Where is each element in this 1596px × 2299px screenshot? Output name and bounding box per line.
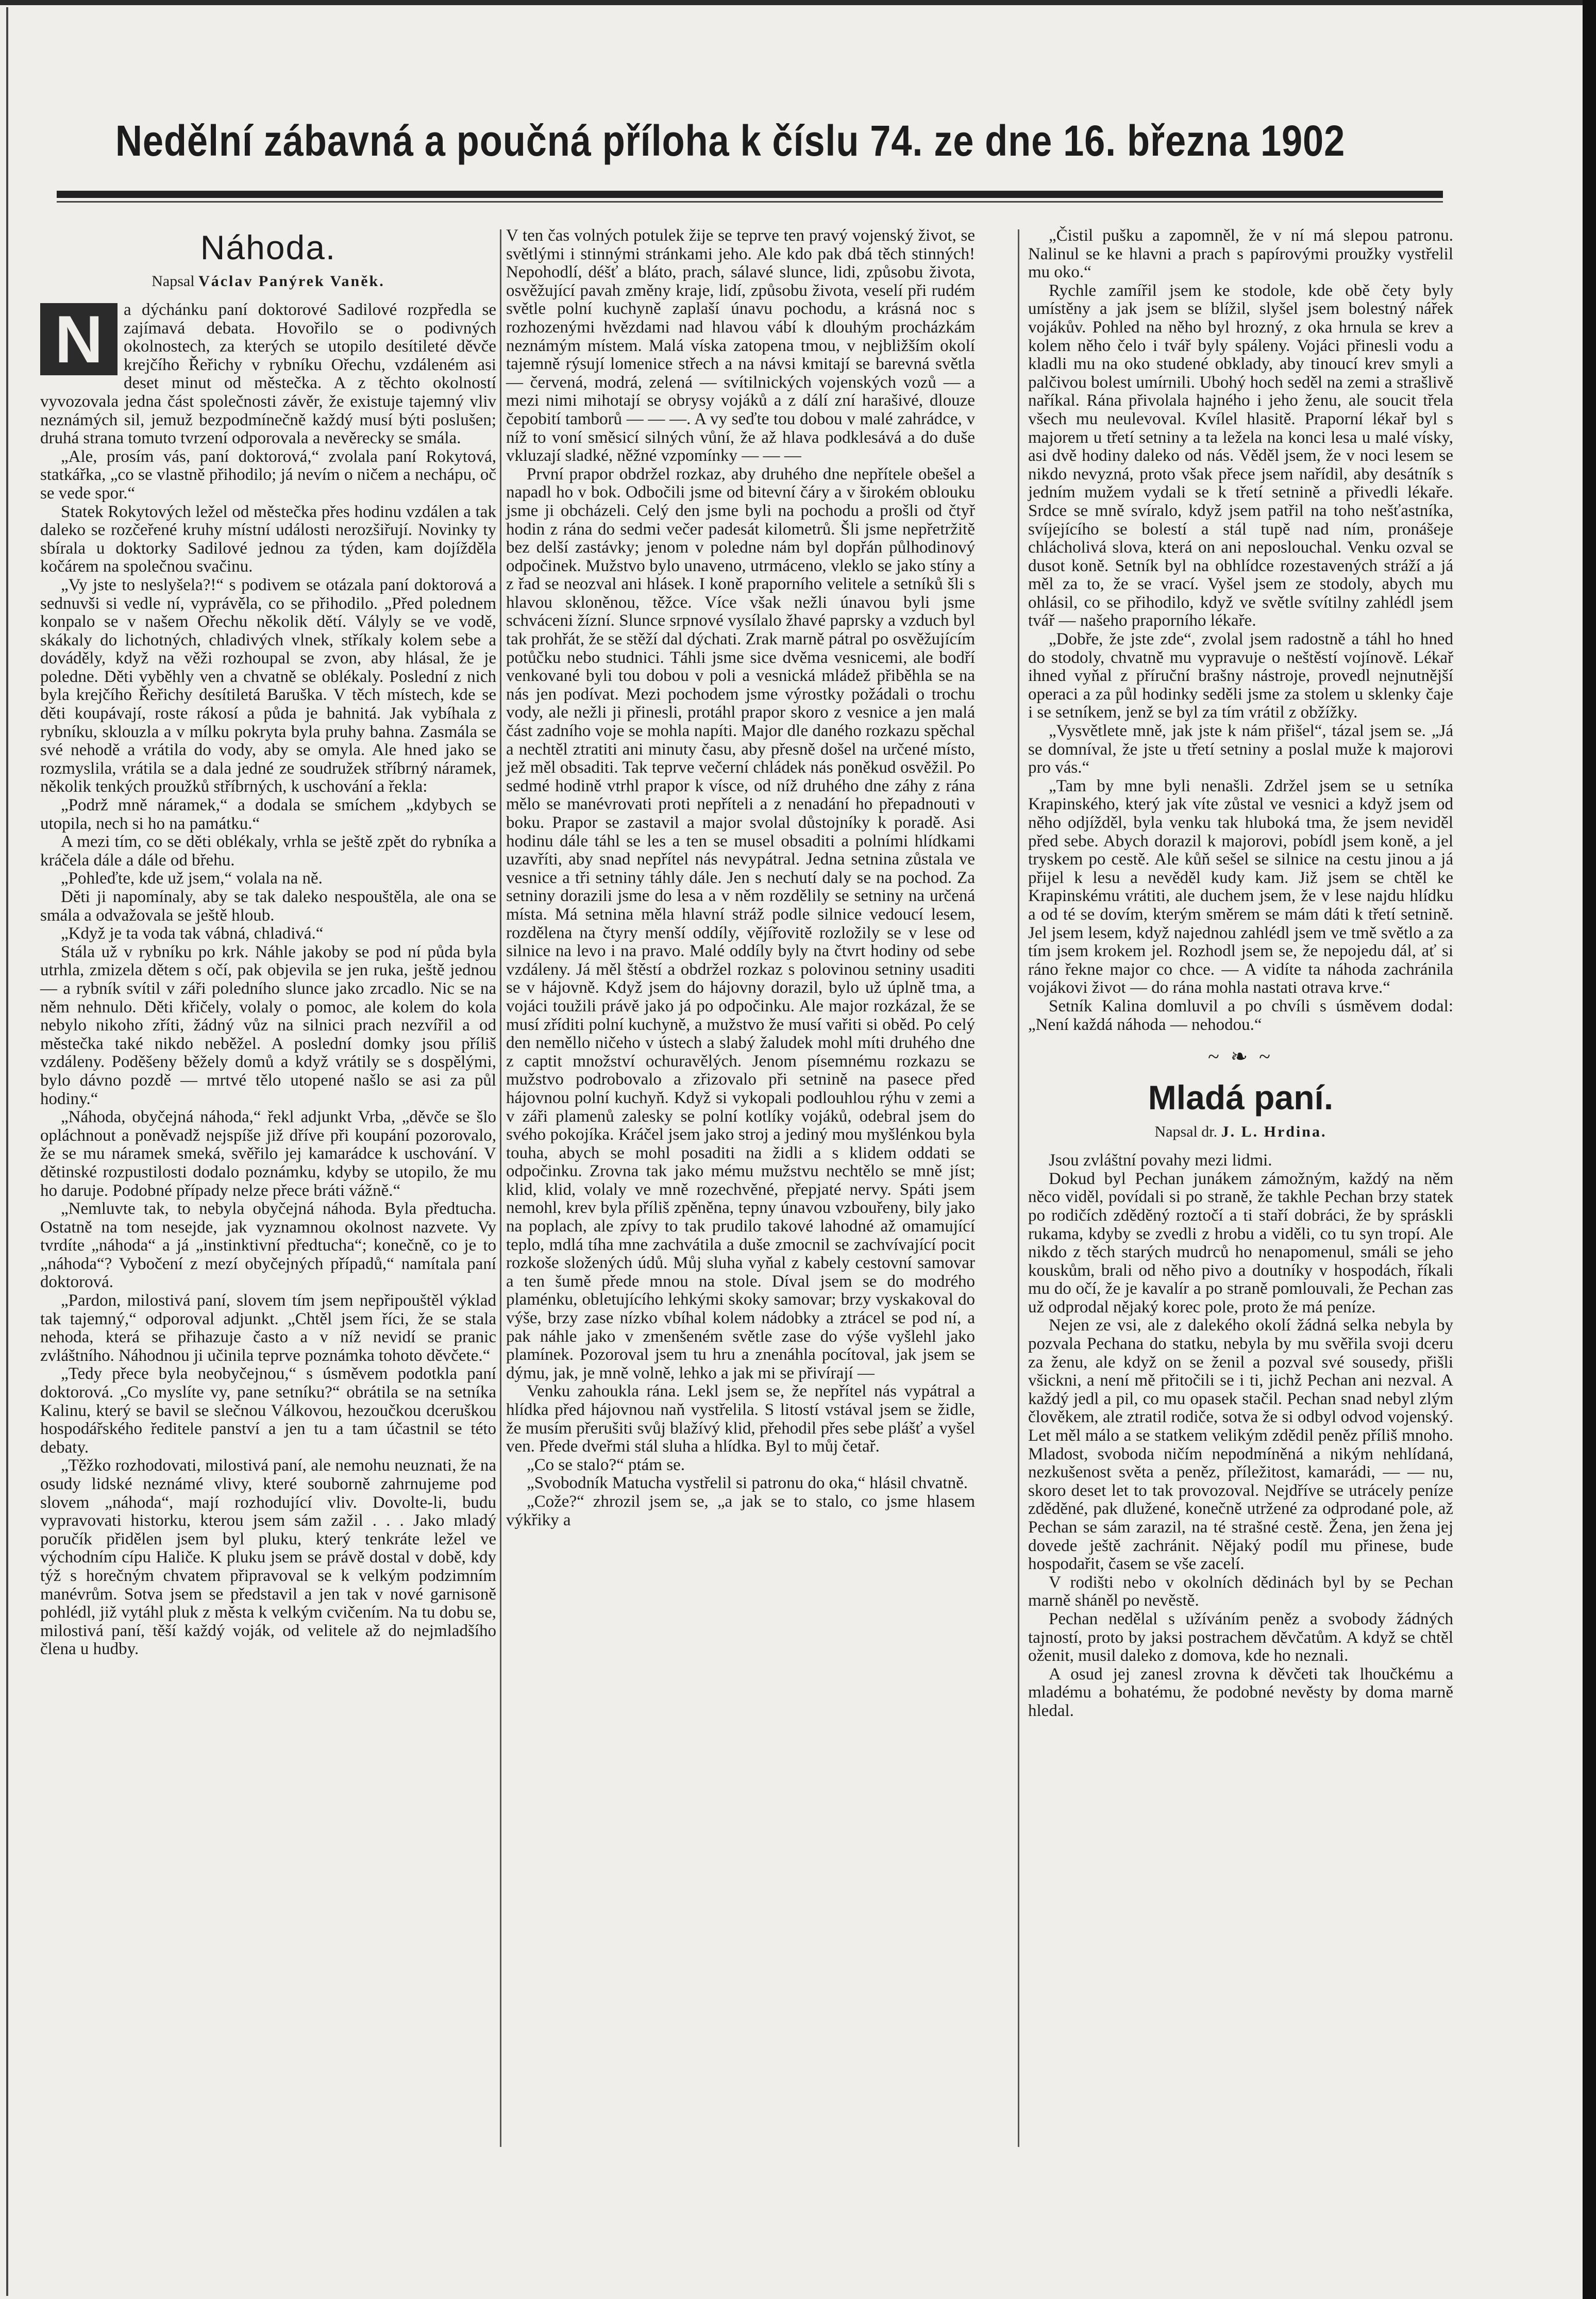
column-rule-1: [500, 229, 501, 2147]
masthead-rule-thin: [57, 201, 1443, 203]
byline-prefix: Napsal dr.: [1154, 1123, 1218, 1141]
article-title-2: Mladá paní.: [1148, 1078, 1334, 1117]
section-ornament: ~ ❧ ~: [1208, 1045, 1273, 1069]
column-rule-2: [1018, 229, 1019, 2147]
paragraph: A osud jej zanesl zrovna k děvčeti tak lhoučkému a mladému a bohatému, že podobné nevěsty by doma marně hledal.: [1028, 1664, 1453, 1720]
paragraph: „Dobře, že jste zde“, zvolal jsem radostně a táhl ho hned do stodoly, chvatně mu vypravuje o neštěstí vojínově. Lékař ihned vyňal z příruční brašny nástroje, provedl nejnutnější operaci a za půl hodinky seděli jsme za stolem u sklenky čaje i se setníkem, jenž se byl za tím vrátil z obžížky.: [1028, 630, 1453, 722]
drop-cap-initial: N: [40, 303, 117, 375]
paragraph: Stála už v rybníku po krk. Náhle jakoby se pod ní půda byla utrhla, zmizela dětem s očí, pak objevila se jen ruka, ještě jednou — a rybník svítil v záři poledního slunce jako zrcadlo. Nic se na něm nehnulo. Děti křičely, volaly o pomoc, ale kolem do kola nebylo nikoho zříti, žádný vůz na silnici prach nezvířil a od městečka také nikdo neběžel. A poslední domky jsou příliš vzdáleny. Poděšeny běžely domů a když vrátily se s dospělými, bylo dávno pozdě — mrtvé tělo utopené našlo se asi za půl hodiny.“: [40, 942, 496, 1108]
paragraph: Jsou zvláštní povahy mezi lidmi.: [1049, 1151, 1272, 1170]
paragraph: Děti ji napomínaly, aby se tak daleko nespouštěla, ale ona se smála a odvažovala se ještě hloub.: [40, 888, 496, 925]
paragraph: „Cože?“ zhrozil jsem se, „a jak se to stalo, co jsme hlasem výkřiky a: [506, 1492, 975, 1529]
paragraph: V rodišti nebo v okolních dědinách byl by se Pechan marně sháněl po nevěstě.: [1028, 1573, 1453, 1610]
paragraph: „Nemluvte tak, to nebyla obyčejná náhoda. Byla předtucha. Ostatně na tom nesejde, jak vyznamnou okolnost nazvete. Vy tvrdíte „náhoda“ a já „instinktivní předtucha“; konečně, co je to „náhoda“? Vybočení z mezí obyčejných případů,“ namítala paní doktorová.: [40, 1200, 496, 1292]
paragraph: „Náhoda, obyčejná náhoda,“ řekl adjunkt Vrba, „děvče se šlo opláchnout a poněvadž nejspíše již dříve při koupání pozorovalo, že se mu náramek smeká, svěřilo jej kamarádce k uschování. V dětinské rozpustilosti dodalo poznámku, kdyby se utopilo, že mu ho daruje. Podobné případy nelze přece bráti vážně.“: [40, 1108, 496, 1200]
paragraph: „Svobodník Matucha vystřelil si patronu do oka,“ hlásil chvatně.: [527, 1474, 968, 1493]
byline-author: J. L. Hrdina.: [1221, 1123, 1327, 1141]
paragraph-first: [40, 301, 496, 448]
paragraph: Rychle zamířil jsem ke stodole, kde obě čety byly umístěny a jak jsem se blížil, slyšel jsem bolestný nářek vojákův. Pohled na něho byl hrozný, z oka hrnula se krev a kolem něho čelo i tvář byly spáleny. Vojáci přinesli vodu a kladli mu na oko studené obklady, aby tinoucí krev smyli a palčivou bolest umírnili. Ubohý hoch seděl na zemi a strašlivě naříkal. Rána přivolala hajného i jeho ženu, ale soucit třela všech mu neulevoval. Kvílel hlasitě. Praporní lékař byl s majorem u třetí setniny a ta ležela na konci lesa u malé vísky, asi dvě hodiny daleko od nás. Věděl jsem, že v noci lesem se nikdo nevyzná, proto však přece jsem nařídil, aby desátník s jedním mužem vydali se k třetí setnině a přivedli lékaře. Srdce se mně svíralo, když jsem patřil na toho nešťastníka, svíjejícího se bolestí a stál tupě nad ním, pronášeje chlácholivá slova, která on ani neposlouchal. Venku ozval se dusot koně. Setník byl na obhlídce rozestavených stráží a já měl za to, že se vrací. Vyšel jsem ze stodoly, abych mu ohlásil, co se přihodilo, když ve světle svítilny zahlédl jsem tvář — našeho praporního lékaře.: [1028, 281, 1453, 630]
paragraph: Dokud byl Pechan junákem zámožným, každý na něm něco viděl, povídali si po straně, že takhle Pechan brzy statek po rodičích zděděný roztočí a ti staří dobráci, že by spráskli rukama, kdyby se zvedli z hrobu a viděli, co tu syn tropí. Ale nikdo z těch starých mudrců ho nenapomenul, smáli se jeho kouskům, brali od něho pivo a doutníky v hospodách, říkali mu do očí, že je kavalír a po straně pomlouvali, že Pechan zas už odprodal nějaký korec pole, proto že má peníze.: [1028, 1169, 1453, 1317]
paragraph: Nejen ze vsi, ale z dalekého okolí žádná selka nebyla by pozvala Pechana do statku, nebyla by mu svěřila svoji dceru za ženu, ale když on se ženil a pozval své sousedy, přišli všickni, a není mě přitočili se i ti, jichž Pechan ani nezval. A každý jedl a pil, co mu opasek stačil. Pechan snad nebyl zlým člověkem, ale ztratil rodiče, sotva že si odbyl odvod vojenský. Let měl málo a se statkem velikým zdědil peněz příliš mnoho. Mladost, svoboda ničím nepodmíněná a nikým nehlídaná, nezkušenost světa a peněz, příležitost, kamarádi, — — nu, skoro deset let to tak provozoval. Nejdříve se utrácely peníze zděděné, pak dlužené, konečně utržené za odprodané pole, až Pechan se sám zarazil, na té strašné cestě. Žena, jen žena jej dovede ještě zachránit. Nějaký podíl mu přinese, bude hospodařit, časem se vše zacelí.: [1028, 1316, 1453, 1574]
paragraph: „Když je ta voda tak vábná, chladivá.“: [61, 924, 324, 943]
paragraph: Statek Rokytových ležel od městečka přes hodinu vzdálen a tak daleko se rozčeřené kruhy místní události nerozšiřují. Novinky ty sbírala u doktorky Sadilové jednou za týden, kam dojížděla kočárem na společnou svačinu.: [40, 502, 496, 576]
page-right-edge: [1583, 0, 1596, 2299]
paragraph: „Tam by mne byli nenašli. Zdržel jsem se u setníka Krapinského, který jak víte zůstal ve vesnici a když jsem od něho odjížděl, byla venku tak hluboká tma, že jsem neviděl před sebe. Abych dorazil k majorovi, pobídl jsem koně, a jel tryskem po cestě. Ale kůň sešel se silnice na cestu jinou a já přijel k lesu a nevěděl kudy kam. Již jsem se chtěl ke Krapinskému vrátiti, ale duchem jsem, že v lese najdu hlídku a od té se dovím, kterým směrem se mám dáti k třetí setnině. Jel jsem lesem, když najednou zahlédl jsem ve tmě světlo a za tím jsem krokem jel. Rozhodl jsem se, že nepojedu dál, ať si ráno řekne major co chce. — A vidíte ta náhoda zachránila vojákovi život — do rána mohla nastati otrava krve.“: [1028, 776, 1453, 997]
paragraph: „Pardon, milostivá paní, slovem tím jsem nepřipouštěl výklad tak tajemný,“ odporoval adjunkt. „Chtěl jsem říci, že se stala nehoda, která se přihazuje často a v níž nevidí se pranic zvláštního. Náhodnou ji učinila teprve poznámka tohoto děvčete.“: [40, 1291, 496, 1365]
paragraph: „Pohleďte, kde už jsem,“ volala na ně.: [61, 869, 323, 888]
article-byline-2: [1028, 1122, 1453, 1142]
paragraph: „Ale, prosím vás, paní doktorová,“ zvolala paní Rokytová, statkářka, „co se vlastně přihodilo; já nevím o ničem a nechápu, oč se vede spor.“: [40, 447, 496, 503]
column-3: [1028, 227, 1453, 1721]
paragraph: A mezi tím, co se děti oblékaly, vrhla se ještě zpět do rybníka a kráčela dále a dále od břehu.: [40, 832, 496, 870]
article-title: Náhoda.: [200, 228, 337, 266]
paragraph: První prapor obdržel rozkaz, aby druhého dne nepřítele obešel a napadl ho v bok. Odbočili jsme od bitevní čáry a v širokém oblouku jsme ji obcházeli. Celý den jsme byli na pochodu a prošli od čtyř hodin z rána do sedmi večer padesát kilometrů. Šli jsme nepřetržitě bez delší zastávky; jenom v poledne nám byl dopřán půlhodinový odpočinek. Mužstvo bylo unaveno, utrmáceno, vleklo se jako stíny a z řad se neozval ani hlásek. I koně praporního velitele a setníků šli s hlavou skloněnou, těžce. Více však nežli únavou byli jsme schváceni žízní. Slunce srpnové vysílalo žhavé paprsky a vzduch byl tak prohřát, že se stěží dal dýchati. Zrak marně pátral po osvěžujícím potůčku nebo studnici. Táhli jsme sice dvěma vesnicemi, ale bodří venkované byli tou dobou v poli a vesnická mládež přiběhla se na nás jen podívat. Mezi pochodem jsme výrostky požádali o trochu vody, ale nežli ji přinesli, protáhl prapor skoro z vesnice a jen malá část zadního voje se mohla napíti. Major dle daného rozkazu spěchal a nechtěl ztratiti ani minuty času, aby přesně došel na určené místo, jež měl obsaditi. Tak teprve večerní chládek nás poněkud osvěžil. Po sedmé hodině vtrhl prapor k vísce, od níž druhého dne záhy z rána mělo se manévrovati proti nepříteli a z nenadání ho přepadnouti v boku. Prapor se zastavil a major svolal důstojníky k poradě. Asi hodinu dále táhl se les a ten se musel obsaditi a polními hlídkami uzavříti, aby snad nepřítel nás nevypátral. Jedna setnina zůstala ve vesnice a tři setniny táhly dále. Jen s nechutí daly se na pochod. Za setniny dorazili jsme do lesa a v něm rozdělily se setniny na určená místa. Má setnina měla hlavní stráž podle silnice vedoucí lesem, rozdělena na čtyry menší oddíly, vějířovitě rozložily se v lese od silnice na levo i na pravo. Malé oddíly byly na čtvrt hodiny od sebe vzdáleny. Já měl štěstí a obdržel rozkaz s polovinou setniny usaditi se v hájovně. Když jsem do hájovny dorazil, bylo už úplně tma, a vojáci toužili právě jako já po odpočinku. Ale major rozkázal, že se musí zříditi polní kuchyně, a mužstvo že musí vařiti si oběd. Po celý den neměllo ničeho v ústech a slabý žaludek mohl míti druhého dne z captit množství ochuravělých. Jenom písemnému rozkazu se mužstvo podrobovalo a zřizovalo při setnině na pasece před hájovnou polní kuchyň. Když si vykopali podlouhlou rýhu v zemi a v záři plamenů zalesky se polní kotlíky vojáků, odebral jsem do svého pokojíka. Kráčel jsem jako stroj a jediný mou myšlénkou byla touha, abych se mohl posaditi na židli a s klidem oddati se odpočinku. Zrovna tak jako mému mužstvu nechtělo se mně jíst; klid, klid, volaly ve mně rozechvěné, přepjaté nervy. Spáti jsem nemohl, krev byla příliš zpěněna, tepny únavou vzbouřeny, bily jako na poplach, ale zpívy to tak prudilo takové lahodné až omamující teplo, mdlá tíha mne zachvátila a duše zmocnil se zachvívající pocit rozkoše složených údů. Můj sluha vyňal z kabely cestovní samovar a ten šumě přede mnou na stole. Díval jsem se do modrého plaménku, obletujícího lehkými skoky samovar; brzy vyskakoval do výše, brzy zase nízko vbíhal kolem nádobky a ztrácel se pod ní, a pak náhle jako v zmenšeném světle zase do výše vyšlehl jako plamínek. Pozoroval jsem tu hru a znenáhla pocítoval, jak jsem se dýmu, jak, je mně volně, lehko a jak mi se přivírají —: [506, 464, 975, 1382]
paragraph: „Těžko rozhodovati, milostivá paní, ale nemohu neuznati, že na osudy lidské neznámé vlivy, které souborně zahrnujeme pod slovem „náhoda“, mají rozhodující vliv. Dovolte-li, budu vypravovati historku, kterou jsem sám zažil . . . Jako mladý poručík přidělen jsem byl pluku, který tenkráte ležel ve východním cípu Haliče. K pluku jsem se právě dostal v době, kdy týž s horečným chvatem připravoval se k velkým podzimním manévrům. Sotva jsem se představil a jen tak v nové garnisoně pohlédl, již vytáhl pluk z města k velkým cvičením. Na tu dobu se, milostivá paní, těší každý voják, od velitele až do nejmladšího člena u hudby.: [40, 1456, 496, 1659]
paragraph: „Čistil pušku a zapomněl, že v ní má slepou patronu. Nalinul se ke hlavni a prach s papírovými proužky vystřelil mu oko.“: [1028, 226, 1453, 282]
paragraph: Setník Kalina domluvil a po chvíli s úsměvem dodal: „Není každá náhoda — nehodou.“: [1028, 996, 1453, 1034]
paragraph: „Vy jste to neslyšela?!“ s podivem se otázala paní doktorová a sednuvši si vedle ní, vyprávěla, co se přihodilo. „Před polednem konpalo se v našem Ořechu několik dětí. Vályly se ve vodě, skákaly do lichotných, chladivých vlnek, stříkaly kolem sebe a dováděly, když na věži rozhoupal se zvon, aby hlásal, že je poledne. Děti vyběhly ven a chvatně se oblékaly. Poslední z nich byla krejčího Řeřichy desítiletá Baruška. V těch místech, kde se děti koupávají, roste rákosí a půda je bahnitá. Jak vybíhala z rybníku, sklouzla a v mílku pokryta byla pruhy bahna. Zasmála se své nehodě a vrátila do vody, aby se omyla. Ale hned jako se rozmyslila, vrátila se a dala jedné ze soudružek stříbrný náramek, několik tenkých proužků stříbrných, k uschování a řekla:: [40, 575, 496, 796]
paragraph: V ten čas volných potulek žije se teprve ten pravý vojenský život, se světlými i stinnými stránkami jeho. Ale kdo pak dbá těch stinných! Nepohodlí, déšť a bláto, prach, sálavé slunce, lidi, způsobu života, osvěžující pavah změny kraje, lidí, způsobu života, veselí při rudém světle polní kuchyně zaplaší únavu pochodu, a krásná noc s rozhozenými hvězdami nad hlavou vábí k dlouhým procházkám neznámým místem. Malá víska zatopena tmou, v nejbližším okolí tajemně rýsují lomenice střech a na návsi kmitají se barevná světla — červená, modrá, zelená — svítilnických vojenských vozů — a mezi nimi mihotají se obrysy vojáků a z dálí zní harašivé, dlouze čepobití tamborů — — —. A vy seďte tou dobou v malé zahrádce, v níž to voní směsicí silných vůní, že až hlava podklesává a do duše vkluzají sladké, něžné vzpomínky — — —: [506, 226, 975, 465]
paragraph: Venku zahoukla rána. Lekl jsem se, že nepřítel nás vypátral a hlídka před hájovnou naň vystřelila. S litostí vstával jsem se židle, že musím přerušiti svůj blažívý klid, přehodil přes sebe plášť a vyšel ven. Přede dveřmi stál sluha a hlídka. Byl to můj četař.: [506, 1382, 975, 1456]
paragraph: Pechan nedělal s užíváním peněz a svobody žádných tajností, proto by jaksi postrachem děvčatům. A když se chtěl oženit, musil daleko z domova, kde ho neznali.: [1028, 1609, 1453, 1665]
column-2: [506, 227, 975, 1529]
masthead: Nedělní zábavná a poučná příloha k číslu 74. ze dne 16. března 1902: [115, 116, 1346, 165]
masthead-rule-thick: [57, 191, 1443, 198]
article-byline: [40, 271, 496, 292]
page-top-edge: [0, 0, 1596, 5]
byline-author: Václav Panýrek Vaněk.: [198, 273, 385, 290]
paragraph: „Co se stalo?“ ptám se.: [527, 1455, 685, 1474]
paragraph: „Tedy přece byla neobyčejnou,“ s úsměvem podotkla paní doktorová. „Co myslíte vy, pane setníku?“ obrátila se na setníka Kalinu, který se bavil se slečnou Válkovou, hezoučkou dceruškou hospodářského ředitele panství a jen tu a tam účastnil se této debaty.: [40, 1364, 496, 1457]
paragraph: „Podrž mně náramek,“ a dodala se smíchem „kdybych se utopila, nech si ho na památku.“: [40, 796, 496, 833]
paragraph: „Vysvětlete mně, jak jste k nám přišel“, tázal jsem se. „Já se domníval, že jste u třetí setniny a poslal muže k majorovi pro vás.“: [1028, 722, 1453, 777]
paragraph-first-text: a dýchánku paní doktorové Sadilové rozpředla se zajímavá debata. Hovořilo se o podivných okolnostech, za kterých se utopilo desítileté děvče krejčího Řeřichy v rybníku Ořechu, vzdáleném asi deset minut od městečka. A z těchto okolností vyvozovala jedna část společnosti závěr, že existuje tajemný vliv neznámých sil, jemuž bezpodmínečně každý musí býti poslušen; druhá strana tomuto tvrzení odporovala a nevěrecky se smála.: [40, 301, 496, 448]
byline-prefix: Napsal: [152, 273, 195, 290]
column-1: [40, 227, 496, 1659]
